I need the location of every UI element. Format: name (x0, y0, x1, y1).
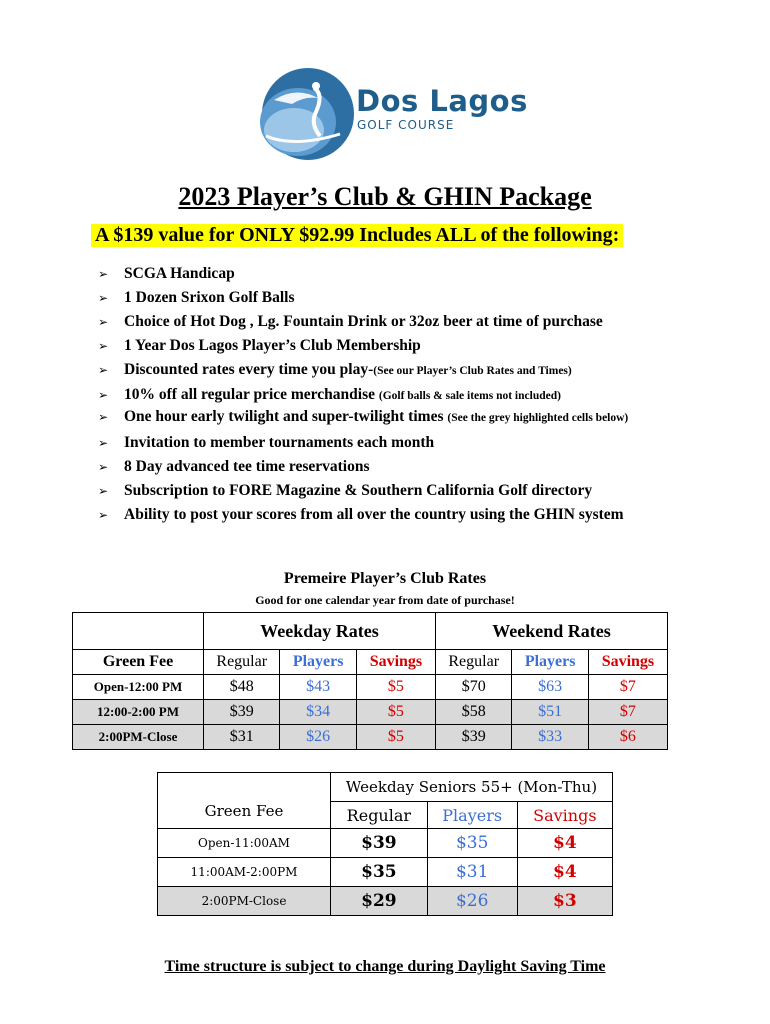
column-header: Savings (356, 650, 435, 675)
arrow-bullet-icon: ➢ (98, 508, 109, 522)
rates-title: Premeire Player’s Club Rates (283, 570, 487, 587)
green-fee-label: Green Fee (73, 650, 204, 675)
regular-price: $48 (204, 675, 280, 700)
savings: $7 (588, 675, 667, 700)
weekend-header: Weekend Rates (435, 613, 667, 650)
arrow-bullet-icon: ➢ (98, 363, 109, 377)
savings: $5 (356, 725, 435, 750)
regular-price: $70 (435, 675, 511, 700)
table-row (73, 725, 668, 750)
empty-cell (73, 613, 204, 650)
rates-subtitle: Good for one calendar year from date of purchase! (255, 593, 515, 607)
savings: $5 (356, 700, 435, 725)
footer-note: Time structure is subject to change during Daylight Saving Time (164, 958, 606, 975)
table-row (158, 858, 613, 887)
list-item: ➢ Discounted rates every time you play-(See our Player’s Club Rates and Times) (98, 358, 698, 383)
savings: $7 (588, 700, 667, 725)
list-item: ➢ 1 Year Dos Lagos Player’s Club Membership (98, 334, 698, 358)
table-row (158, 829, 613, 858)
regular-price: $35 (331, 858, 428, 887)
regular-price: $39 (204, 700, 280, 725)
players-price: $33 (512, 725, 588, 750)
table-header-row (158, 773, 613, 802)
players-club-rates-table (72, 612, 668, 750)
column-header: Regular (331, 802, 428, 829)
table-subheader-row (73, 650, 668, 675)
table-row (73, 675, 668, 700)
seniors-rates-table (157, 772, 613, 916)
column-header: Players (512, 650, 588, 675)
savings: $5 (356, 675, 435, 700)
list-item: ➢ Subscription to FORE Magazine & Southern California Golf directory (98, 479, 698, 503)
time-slot: Open-12:00 PM (73, 675, 204, 700)
time-slot: 12:00-2:00 PM (73, 700, 204, 725)
list-item: ➢ 1 Dozen Srixon Golf Balls (98, 286, 698, 310)
list-item: ➢ 8 Day advanced tee time reservations (98, 455, 698, 479)
time-slot: 2:00PM-Close (158, 887, 331, 916)
arrow-bullet-icon: ➢ (98, 436, 109, 450)
arrow-bullet-icon: ➢ (98, 484, 109, 498)
table-row (158, 887, 613, 916)
package-subtitle: A $139 value for ONLY $92.99 Includes ALL of the following: (91, 224, 623, 247)
list-item: ➢ SCGA Handicap (98, 262, 698, 286)
table-row (73, 700, 668, 725)
green-fee-label: Green Fee (158, 773, 331, 829)
savings: $4 (517, 829, 612, 858)
arrow-bullet-icon: ➢ (98, 291, 109, 305)
players-price: $35 (427, 829, 517, 858)
column-header: Savings (517, 802, 612, 829)
arrow-bullet-icon: ➢ (98, 388, 109, 402)
weekday-header: Weekday Rates (204, 613, 436, 650)
regular-price: $31 (204, 725, 280, 750)
arrow-bullet-icon: ➢ (98, 460, 109, 474)
savings: $6 (588, 725, 667, 750)
seniors-header: Weekday Seniors 55+ (Mon-Thu) (331, 773, 613, 802)
time-slot: 2:00PM-Close (73, 725, 204, 750)
arrow-bullet-icon: ➢ (98, 267, 109, 281)
arrow-bullet-icon: ➢ (98, 410, 109, 424)
players-price: $63 (512, 675, 588, 700)
savings: $4 (517, 858, 612, 887)
column-header: Players (280, 650, 356, 675)
list-item: ➢ Ability to post your scores from all over the country using the GHIN system (98, 503, 698, 527)
players-price: $51 (512, 700, 588, 725)
players-price: $26 (427, 887, 517, 916)
list-item: ➢ One hour early twilight and super-twilight times (See the grey highlighted cells below) (98, 408, 629, 425)
regular-price: $39 (331, 829, 428, 858)
players-price: $43 (280, 675, 356, 700)
regular-price: $39 (435, 725, 511, 750)
column-header: Savings (588, 650, 667, 675)
logo-tagline: GOLF COURSE (357, 118, 455, 132)
savings: $3 (517, 887, 612, 916)
column-header: Players (427, 802, 517, 829)
arrow-bullet-icon: ➢ (98, 315, 109, 329)
benefits-list (98, 262, 698, 527)
list-item: ➢ Choice of Hot Dog , Lg. Fountain Drink or 32oz beer at time of purchase (98, 310, 698, 334)
regular-price: $58 (435, 700, 511, 725)
table-header-row (73, 613, 668, 650)
list-item: ➢ Invitation to member tournaments each month (98, 431, 698, 455)
regular-price: $29 (331, 887, 428, 916)
column-header: Regular (204, 650, 280, 675)
time-slot: 11:00AM-2:00PM (158, 858, 331, 887)
time-slot: Open-11:00AM (158, 829, 331, 858)
list-item: ➢ 10% off all regular price merchandise (Golf balls & sale items not included) (98, 383, 698, 408)
logo-name: Dos Lagos (356, 84, 528, 118)
column-header: Regular (435, 650, 511, 675)
players-price: $26 (280, 725, 356, 750)
arrow-bullet-icon: ➢ (98, 339, 109, 353)
players-price: $34 (280, 700, 356, 725)
players-price: $31 (427, 858, 517, 887)
page-title: 2023 Player’s Club & GHIN Package (178, 182, 592, 211)
